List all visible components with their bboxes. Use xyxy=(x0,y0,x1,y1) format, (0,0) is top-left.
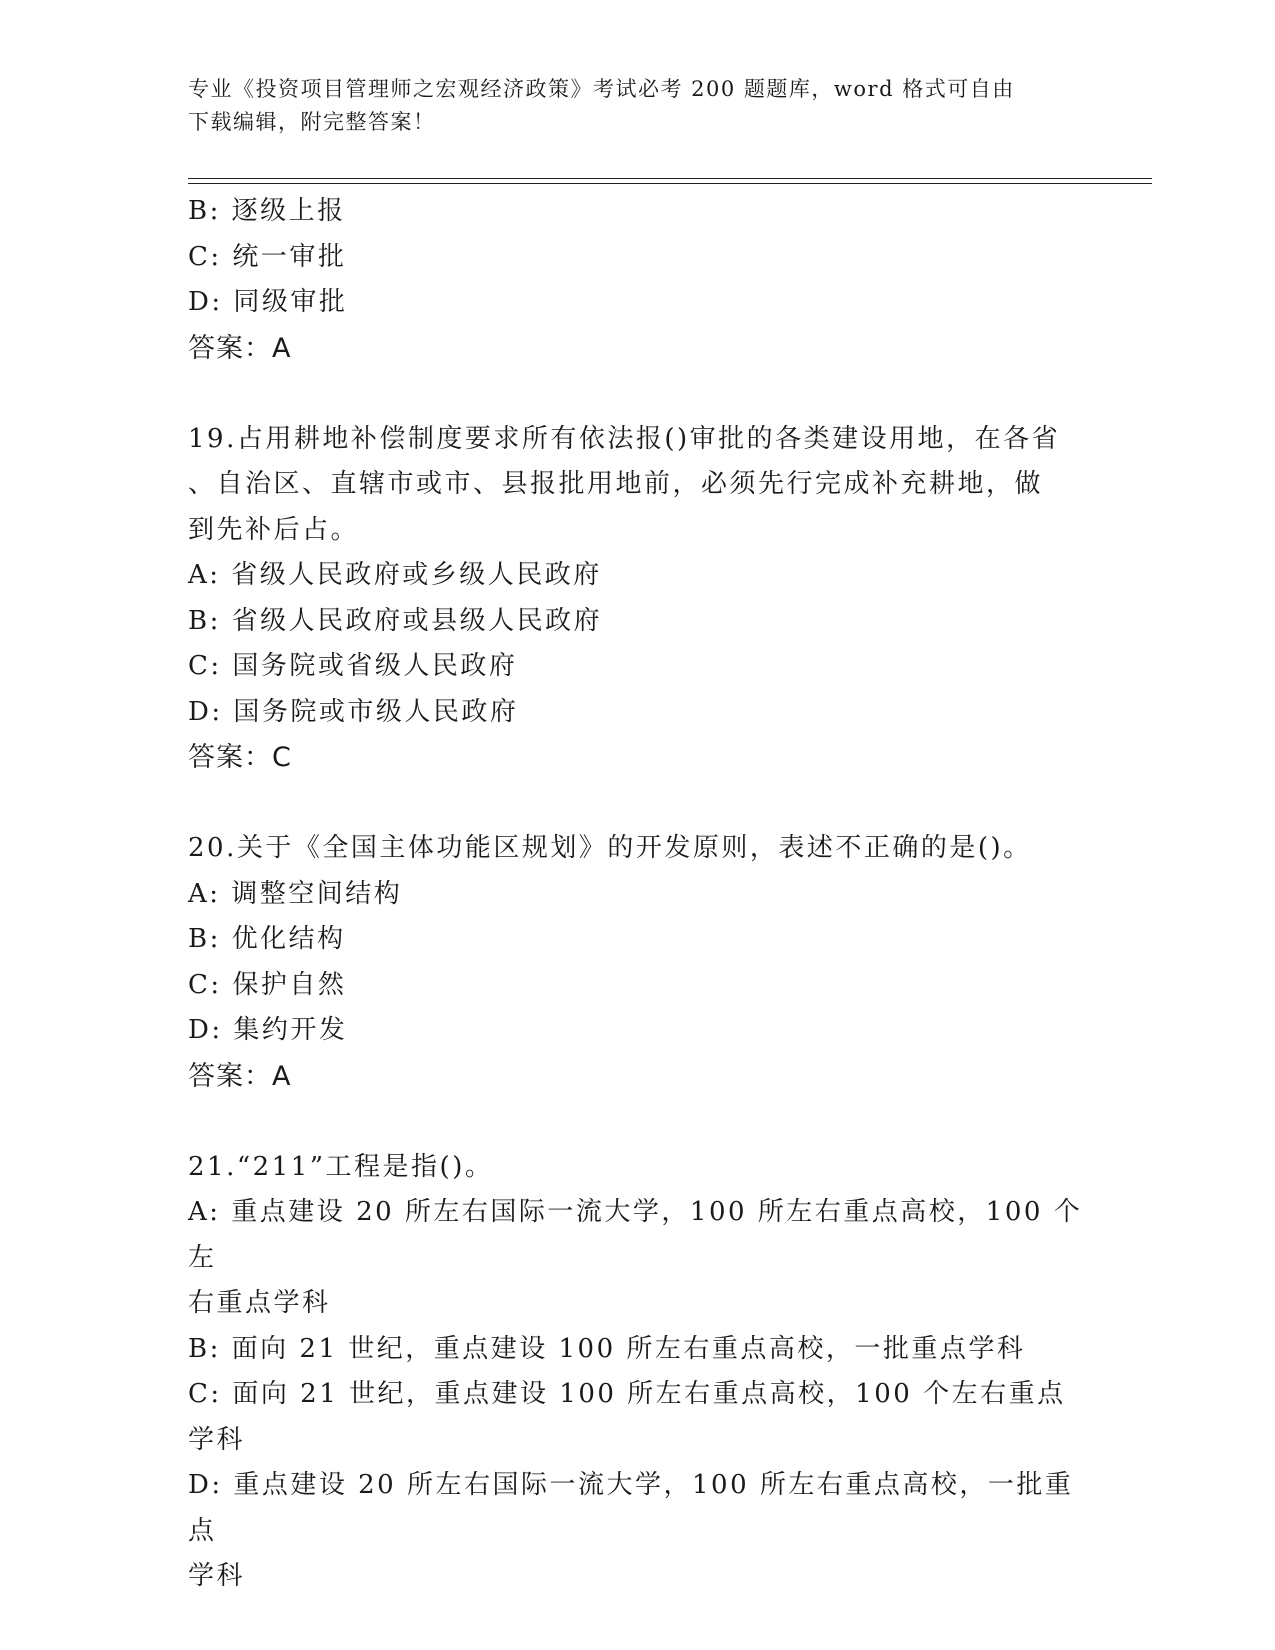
option-a-line: A: 重点建设 20 所左右国际一流大学，100 所左右重点高校，100 个左 xyxy=(188,1197,1083,1273)
question-list xyxy=(188,189,1088,1600)
option-a-line: 右重点学科 xyxy=(188,1288,331,1318)
header-rule-top xyxy=(188,178,1152,179)
answer-label: 答案：A xyxy=(188,332,292,364)
option-b: B: 省级人民政府或县级人民政府 xyxy=(188,605,603,636)
answer-label: 答案：C xyxy=(188,742,292,773)
option-a: A: 省级人民政府或乡级人民政府 xyxy=(188,560,602,590)
question-21 xyxy=(188,1145,1088,1600)
option-b: B: 逐级上报 xyxy=(188,196,346,226)
spacer xyxy=(188,371,1088,417)
option-b: B: 优化结构 xyxy=(188,924,346,954)
option-c: C: 面向 21 世纪，重点建设 100 所左右重点高校，100 个左右重点学科 xyxy=(188,1379,1066,1455)
header-title-line-1: 专业《投资项目管理师之宏观经济政策》考试必考 200 题题库，word 格式可自由 xyxy=(188,77,1015,101)
question-18-tail xyxy=(188,189,1088,371)
question-stem-line: 、自治区、直辖市或市、县报批用地前，必须先行完成补充耕地，做 xyxy=(188,469,1044,499)
spacer xyxy=(188,781,1088,827)
option-d: D: 集约开发 xyxy=(188,1015,348,1045)
option-c: C: 国务院或省级人民政府 xyxy=(188,651,518,681)
option-d-line: D: 重点建设 20 所左右国际一流大学，100 所左右重点高校，一批重点 xyxy=(188,1470,1074,1546)
header-rule-bottom xyxy=(188,183,1152,184)
header-title-line-2: 下载编辑，附完整答案！ xyxy=(188,110,436,134)
question-19 xyxy=(188,417,1088,781)
option-d: D: 同级审批 xyxy=(188,287,348,317)
document-header xyxy=(188,73,1068,139)
option-c: C: 统一审批 xyxy=(188,241,347,272)
option-c: C: 保护自然 xyxy=(188,969,347,1000)
option-d-line: 学科 xyxy=(188,1561,246,1591)
question-stem-line: 20.关于《全国主体功能区规划》的开发原则，表述不正确的是()。 xyxy=(188,833,1032,863)
spacer xyxy=(188,1099,1088,1145)
question-stem-line: 19.占用耕地补偿制度要求所有依法报()审批的各类建设用地，在各省 xyxy=(188,423,1061,454)
question-stem-line: 21.“211”工程是指()。 xyxy=(188,1151,494,1182)
option-a: A: 调整空间结构 xyxy=(188,878,403,909)
option-d: D: 国务院或市级人民政府 xyxy=(188,696,519,727)
question-20 xyxy=(188,826,1088,1099)
question-stem-line: 到先补后占。 xyxy=(188,514,360,545)
answer-label: 答案：A xyxy=(188,1060,292,1092)
option-b: B: 面向 21 世纪，重点建设 100 所左右重点高校，一批重点学科 xyxy=(188,1333,1026,1364)
